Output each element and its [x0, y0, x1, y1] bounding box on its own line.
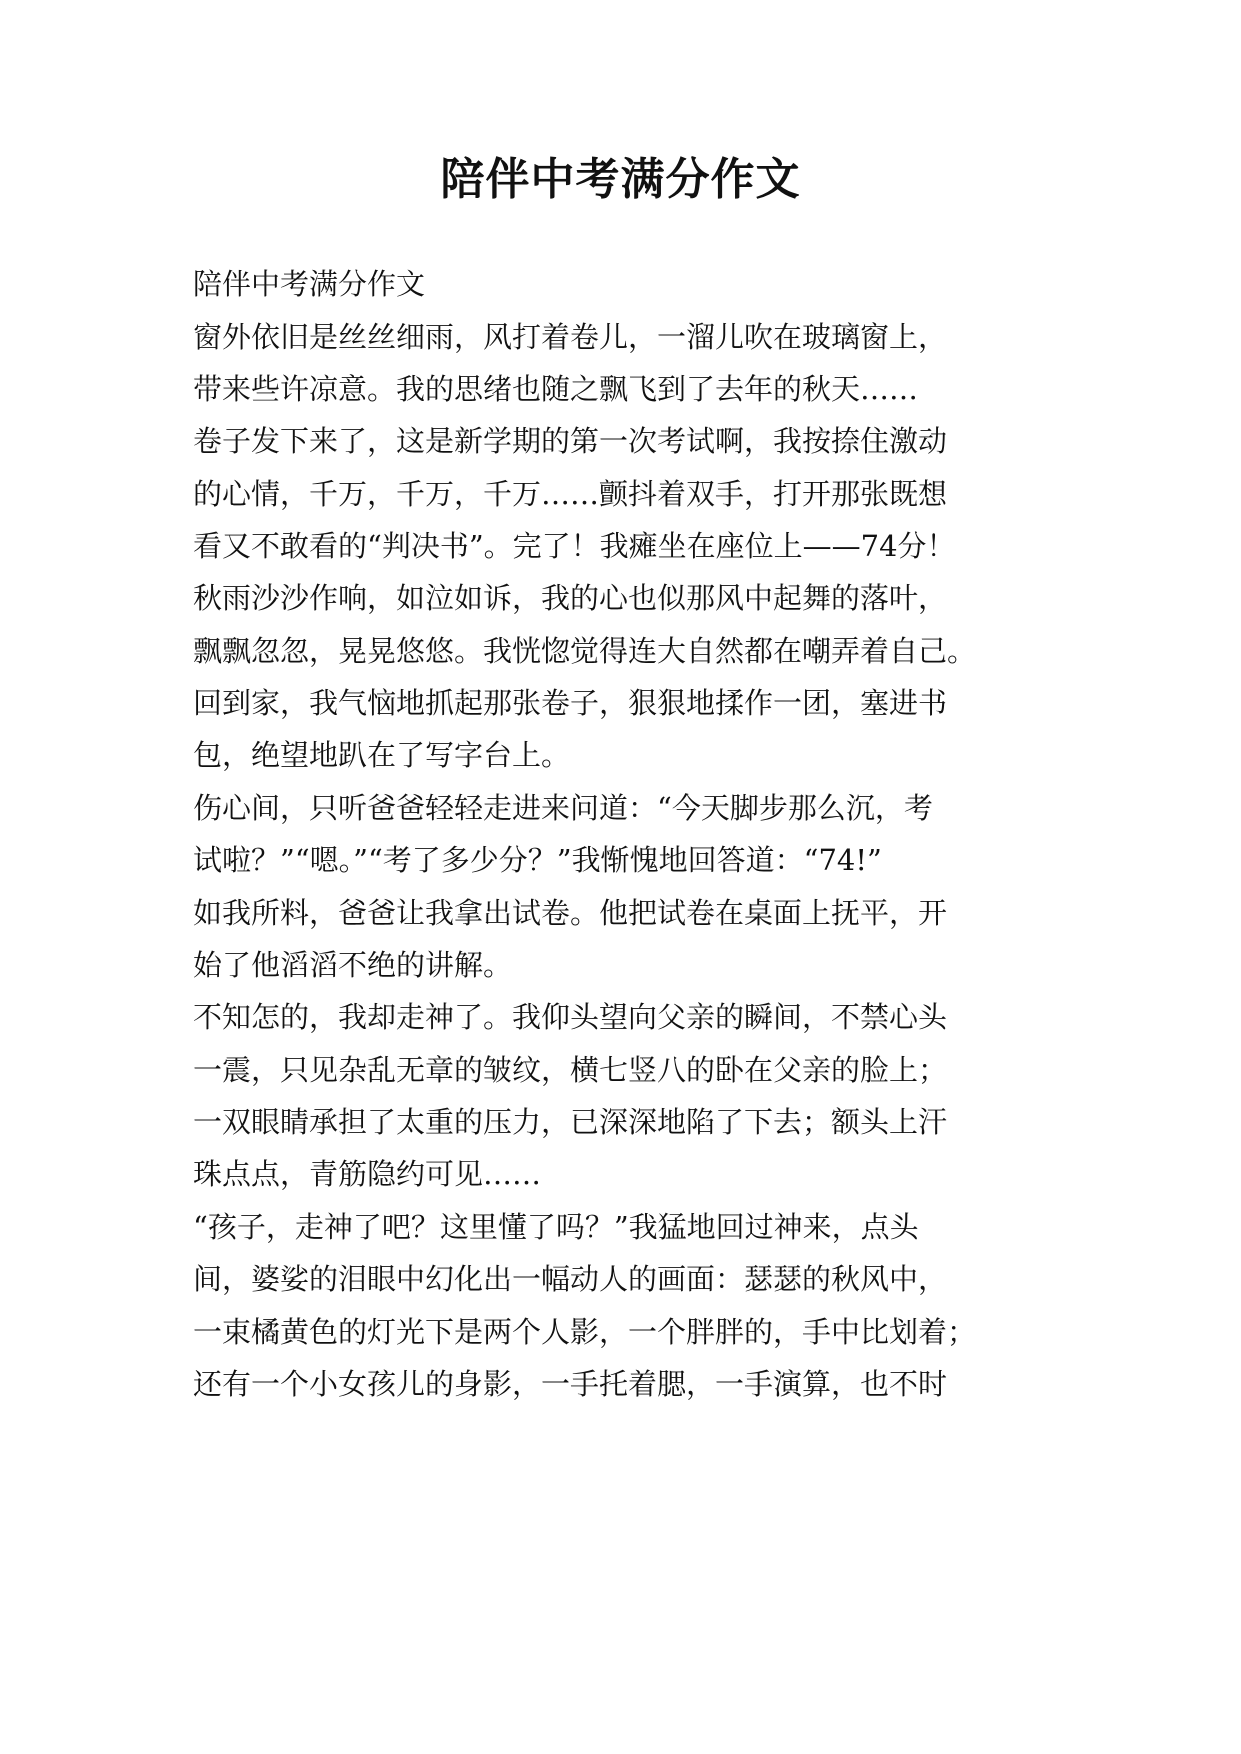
- essay-line: 珠点点，青筋隐约可见……: [193, 1157, 542, 1191]
- essay-line: 试啦？”“嗯。”“考了多少分？”我惭愧地回答道：“74!”: [193, 843, 882, 877]
- essay-line: 始了他滔滔不绝的讲解。: [193, 948, 513, 982]
- essay-line: 的心情，千万，千万，千万……颤抖着双手，打开那张既想: [193, 477, 948, 511]
- essay-line: 伤心间，只听爸爸轻轻走进来问道：“今天脚步那么沉，考: [193, 791, 933, 825]
- essay-line: 还有一个小女孩儿的身影，一手托着腮，一手演算，也不时: [193, 1367, 948, 1401]
- essay-line: 一束橘黄色的灯光下是两个人影，一个胖胖的，手中比划着；: [193, 1315, 977, 1349]
- essay-body: [193, 0, 1073, 1754]
- essay-line: 卷子发下来了，这是新学期的第一次考试啊，我按捺住激动: [193, 424, 948, 458]
- essay-line: 间，婆娑的泪眼中幻化出一幅动人的画面：瑟瑟的秋风中，: [193, 1262, 948, 1296]
- essay-line: 看又不敢看的“判决书”。完了！我瘫坐在座位上——74分！: [193, 529, 956, 563]
- essay-line: 如我所料，爸爸让我拿出试卷。他把试卷在桌面上抚平，开: [193, 896, 948, 930]
- essay-line: 一震，只见杂乱无章的皱纹，横七竖八的卧在父亲的脸上；: [193, 1053, 948, 1087]
- essay-line: “孩子，走神了吧？这里懂了吗？”我猛地回过神来，点头: [193, 1210, 919, 1244]
- document-title: 陪伴中考满分作文: [440, 154, 801, 205]
- essay-line: 飘飘忽忽，晃晃悠悠。我恍惚觉得连大自然都在嘲弄着自己。: [193, 634, 977, 668]
- essay-line: 包，绝望地趴在了写字台上。: [193, 738, 571, 772]
- essay-line: 回到家，我气恼地抓起那张卷子，狠狠地揉作一团，塞进书: [193, 686, 948, 720]
- essay-heading-line: 陪伴中考满分作文: [193, 267, 426, 301]
- essay-line: 不知怎的，我却走神了。我仰头望向父亲的瞬间，不禁心头: [193, 1000, 948, 1034]
- essay-line: 秋雨沙沙作响，如泣如诉，我的心也似那风中起舞的落叶，: [193, 581, 948, 615]
- essay-line: 一双眼睛承担了太重的压力，已深深地陷了下去；额头上汗: [193, 1105, 948, 1139]
- essay-line: 窗外依旧是丝丝细雨，风打着卷儿，一溜儿吹在玻璃窗上，: [193, 320, 948, 354]
- essay-line: 带来些许凉意。我的思绪也随之飘飞到了去年的秋天……: [193, 372, 919, 406]
